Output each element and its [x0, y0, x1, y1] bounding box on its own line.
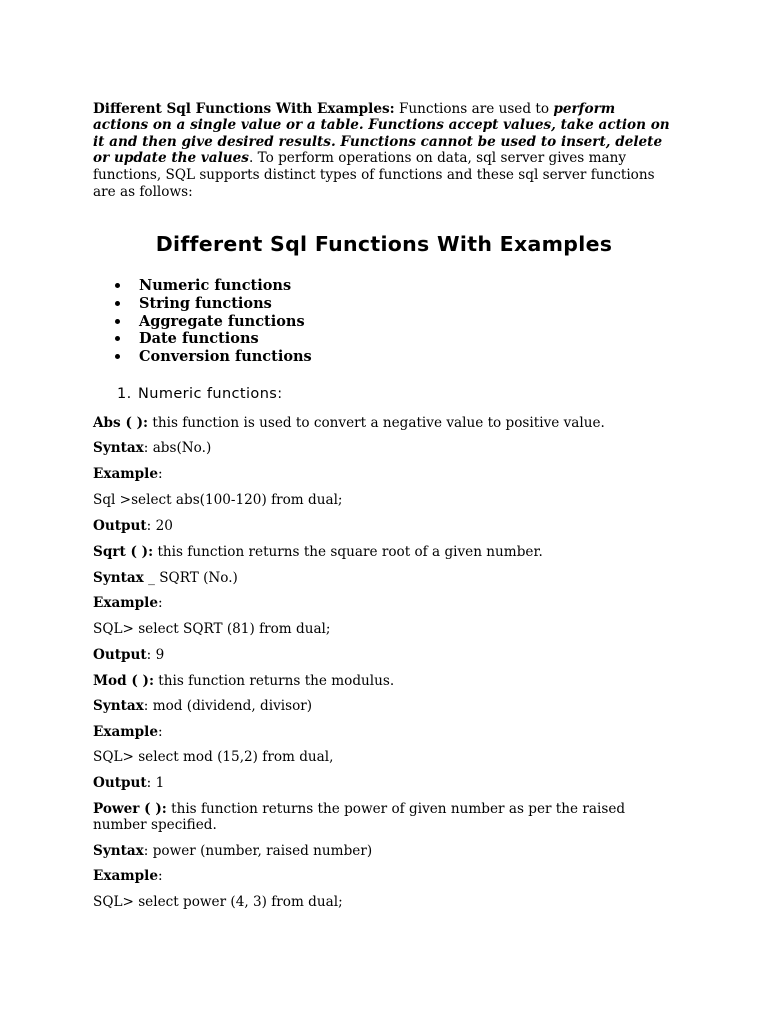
- bullet-icon: [115, 336, 120, 341]
- output-value: : 20: [146, 518, 173, 534]
- mod-output: [93, 775, 653, 791]
- syntax-text: : mod (dividend, divisor): [143, 698, 313, 714]
- intro-lead: Functions are used to: [394, 100, 554, 117]
- bullet-icon: [115, 319, 120, 324]
- sqrt-example-query: [93, 621, 653, 637]
- list-item-label: Numeric functions: [139, 277, 292, 294]
- abs-label: Abs ( ):: [93, 415, 149, 431]
- syntax-text: _ SQRT (No.): [143, 570, 238, 586]
- list-item: [93, 330, 312, 348]
- query-text: SQL> select mod (15,2) from dual,: [93, 749, 334, 765]
- power-label: Power ( ):: [93, 801, 167, 817]
- intro-emphasis: perform actions on a single value or a table. Functions accept values, take action on it and then give desired results. Functions cannot be used to insert, delete or update the values: [93, 100, 670, 167]
- section-title: Numeric functions:: [138, 386, 283, 402]
- syntax-text: : abs(No.): [143, 440, 212, 456]
- syntax-label: Syntax: [93, 570, 144, 586]
- mod-syntax: [93, 698, 653, 714]
- intro-rest: . To perform operations on data, sql server gives many functions, SQL supports distinct types of functions and these sql server functions are as follows:: [93, 150, 655, 200]
- mod-example-heading: [93, 724, 653, 740]
- list-item-label: Conversion functions: [139, 348, 312, 366]
- power-example-query: [93, 894, 653, 910]
- bullet-icon: [115, 301, 120, 306]
- syntax-label: Syntax: [93, 843, 144, 859]
- output-label: Output: [93, 518, 147, 534]
- example-colon: :: [157, 466, 163, 482]
- list-item: [93, 295, 312, 313]
- intro-paragraph: [93, 101, 673, 201]
- mod-label: Mod ( ):: [93, 673, 154, 689]
- intro-colon: :: [389, 100, 395, 117]
- example-colon: :: [157, 595, 163, 611]
- output-label: Output: [93, 647, 147, 663]
- list-item: [93, 277, 312, 295]
- power-description: [93, 801, 653, 833]
- query-text: SQL> select SQRT (81) from dual;: [93, 621, 331, 637]
- section-heading: [117, 386, 283, 402]
- syntax-label: Syntax: [93, 440, 144, 456]
- example-label: Example: [93, 466, 158, 482]
- output-value: : 9: [146, 647, 165, 663]
- example-label: Example: [93, 868, 158, 884]
- syntax-text: : power (number, raised number): [143, 843, 373, 859]
- section-number: 1.: [117, 386, 132, 402]
- output-label: Output: [93, 775, 147, 791]
- abs-description: [93, 415, 653, 431]
- abs-example-query: [93, 492, 653, 508]
- sqrt-output: [93, 647, 653, 663]
- power-example-heading: [93, 868, 653, 884]
- query-text: SQL> select power (4, 3) from dual;: [93, 894, 343, 910]
- query-text: Sql >select abs(100-120) from dual;: [93, 492, 343, 508]
- abs-syntax: [93, 440, 653, 456]
- list-item-label: Date functions: [139, 330, 259, 348]
- sqrt-example-heading: [93, 595, 653, 611]
- abs-output: [93, 518, 653, 534]
- list-item: [93, 348, 312, 366]
- example-colon: :: [157, 724, 163, 740]
- function-category-list: [93, 277, 312, 366]
- mod-text: this function returns the modulus.: [153, 673, 395, 689]
- example-label: Example: [93, 595, 158, 611]
- abs-example-heading: [93, 466, 653, 482]
- syntax-label: Syntax: [93, 698, 144, 714]
- output-value: : 1: [146, 775, 165, 791]
- power-syntax: [93, 843, 653, 859]
- example-label: Example: [93, 724, 158, 740]
- list-item: [93, 313, 312, 331]
- page-heading: Different Sql Functions With Examples: [155, 232, 613, 256]
- bullet-icon: [115, 283, 120, 288]
- mod-description: [93, 673, 653, 689]
- list-item-label: Aggregate functions: [139, 312, 305, 330]
- sqrt-syntax: [93, 570, 653, 586]
- power-text: this function returns the power of given number as per the raised number specified.: [93, 801, 626, 833]
- example-colon: :: [157, 868, 163, 884]
- bullet-icon: [115, 354, 120, 359]
- sqrt-text: this function returns the square root of a given number.: [153, 544, 543, 560]
- list-item-label: String functions: [139, 294, 272, 312]
- mod-example-query: [93, 749, 653, 765]
- intro-title: Different Sql Functions With Examples: [93, 100, 390, 117]
- sqrt-label: Sqrt ( ):: [93, 544, 154, 560]
- sqrt-description: [93, 544, 653, 560]
- abs-text: this function is used to convert a negative value to positive value.: [148, 415, 605, 431]
